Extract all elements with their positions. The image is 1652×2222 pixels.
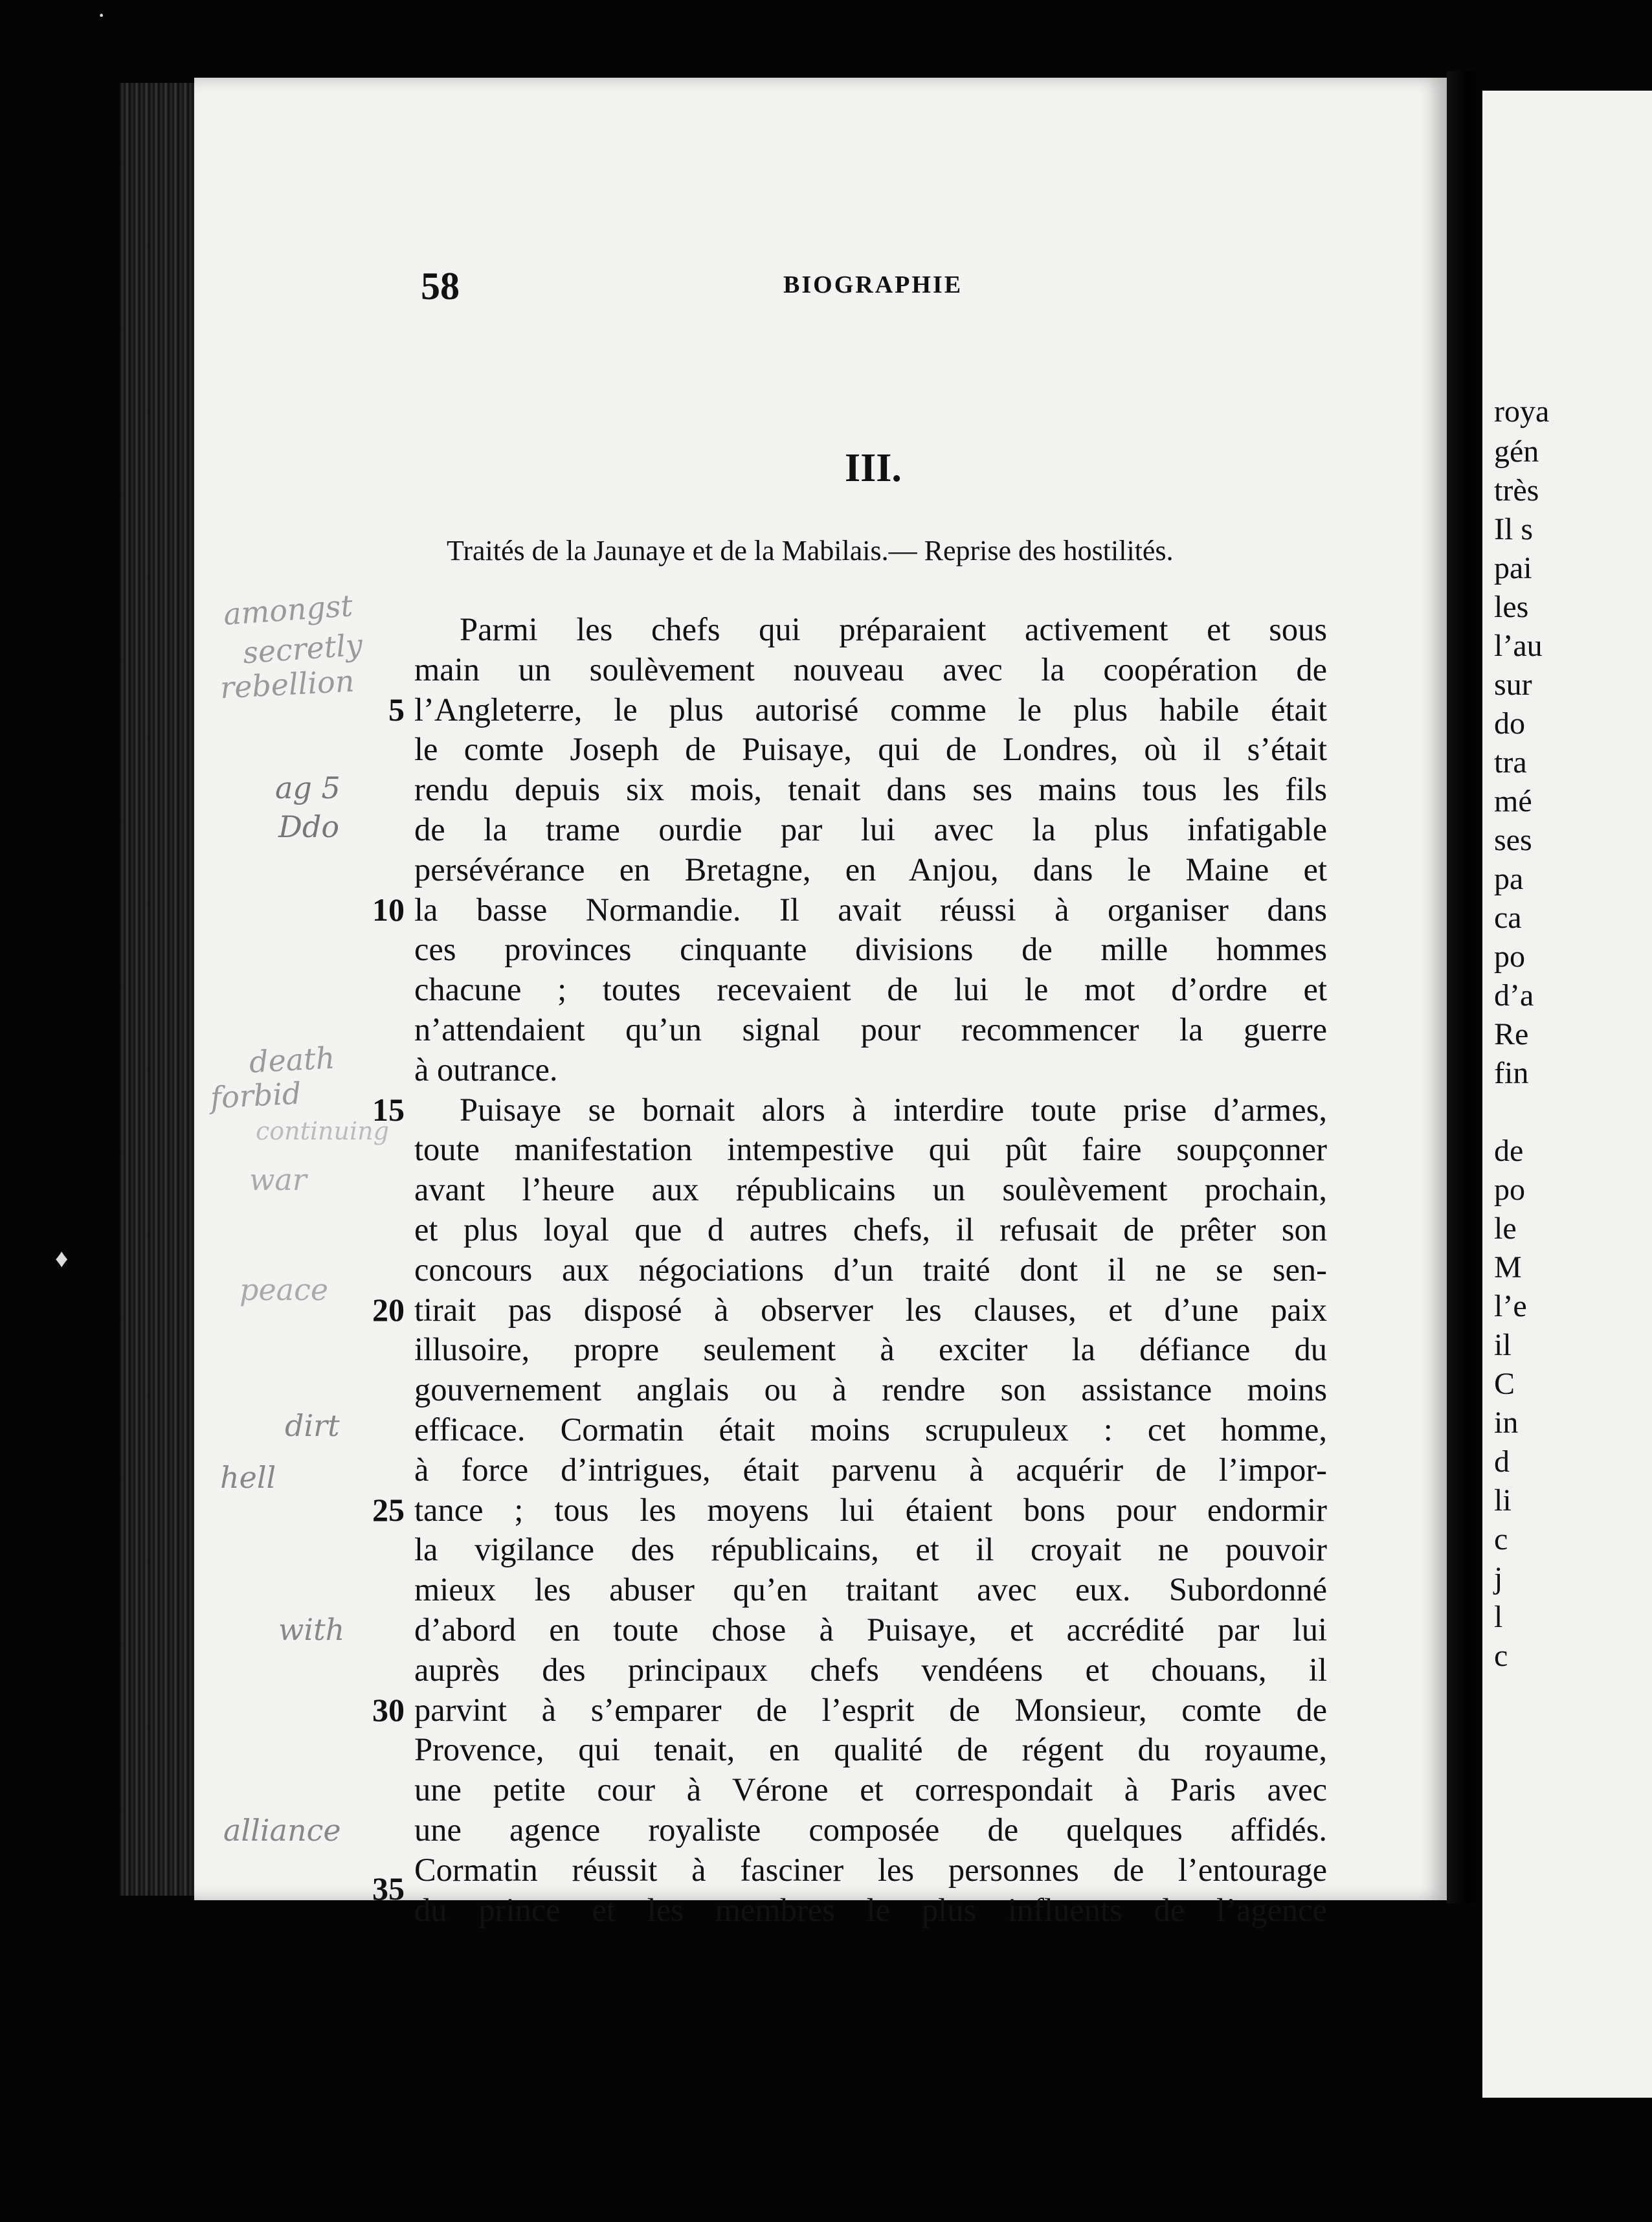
facing-line: Re (1494, 1017, 1529, 1051)
text-line: illusoire, propre seulement à exciter la défiance du (414, 1331, 1327, 1368)
text-line: une agence royaliste composée de quelques affidés. (414, 1811, 1327, 1848)
line-number: 5 (388, 691, 405, 728)
text-line: auprès des principaux chefs vendéens et chouans, il (414, 1651, 1327, 1688)
facing-line: pa (1494, 862, 1524, 896)
margin-annotation: with (278, 1612, 345, 1647)
text-line: de la trame ourdie par lui avec la plus infatigable (414, 811, 1327, 847)
facing-line: d’a (1494, 978, 1534, 1013)
facing-line: c (1494, 1522, 1508, 1556)
running-head: BIOGRAPHIE (783, 271, 963, 298)
text-line: tirait pas disposé à observer les clauses, et d’une paix (414, 1291, 1327, 1328)
text-line: le comte Joseph de Puisaye, qui de Londres, où il s’était (414, 731, 1327, 768)
facing-line: très (1494, 473, 1539, 508)
text-line: Provence, qui tenait, en qualité de régent du royaume, (414, 1731, 1327, 1768)
facing-line: po (1494, 1173, 1525, 1207)
text-line: à outrance. (414, 1051, 558, 1088)
text-line: toute manifestation intempestive qui pût faire soupçonner (414, 1131, 1327, 1168)
margin-annotation: hell (220, 1460, 276, 1495)
text-line: la vigilance des républicains, et il croyait ne pouvoir (414, 1531, 1327, 1568)
facing-line: do (1494, 706, 1525, 741)
margin-annotation: peace (240, 1272, 329, 1307)
text-line: ces provinces cinquante divisions de mille hommes (414, 931, 1327, 968)
facing-line: Il s (1494, 512, 1533, 546)
text-line: du prince et les membres le plus influents de l’agence (414, 1891, 1327, 1928)
text-line: d’abord en toute chose à Puisaye, et accrédité par lui (414, 1611, 1327, 1648)
facing-line: fin (1494, 1056, 1529, 1090)
scan-speck: · (97, 1, 106, 30)
chapter-number: III. (845, 446, 902, 490)
text-line: à force d’intrigues, était parvenu à acquérir de l’impor- (414, 1451, 1327, 1488)
body-text (414, 610, 1327, 1930)
page-gutter (1447, 71, 1482, 1903)
text-line: Puisaye se bornait alors à interdire toute prise d’armes, (460, 1091, 1327, 1128)
facing-line: d (1494, 1444, 1510, 1479)
line-number: 20 (372, 1292, 405, 1328)
facing-line: C (1494, 1367, 1515, 1401)
facing-line: j (1494, 1561, 1503, 1595)
margin-annotation: Ddo (278, 809, 340, 844)
margin-annotation: dirt (285, 1408, 340, 1443)
line-number: 35 (372, 1870, 405, 1907)
text-line: Cormatin réussit à fasciner les personnes de l’entourage (414, 1851, 1327, 1888)
margin-annotation: forbid (209, 1075, 302, 1116)
text-line: rendu depuis six mois, tenait dans ses mains tous les fils (414, 771, 1327, 808)
facing-line: roya (1494, 394, 1550, 429)
margin-annotation: secretly (241, 627, 364, 671)
line-number: 10 (372, 892, 405, 928)
text-line: Parmi les chefs qui préparaient activement et sous (460, 611, 1327, 647)
margin-annotation: war (249, 1162, 307, 1197)
facing-line: M (1494, 1250, 1522, 1285)
chapter-title: Traités de la Jaunaye et de la Mabilais.— Reprise des hostilités. (447, 535, 1174, 567)
text-line: avant l’heure aux républicains un soulèvement prochain, (414, 1171, 1327, 1208)
facing-line: ses (1494, 823, 1532, 857)
facing-line: gén (1494, 434, 1539, 469)
facing-line: les (1494, 590, 1529, 624)
margin-annotation: alliance (223, 1813, 341, 1848)
line-number: 15 (372, 1092, 405, 1128)
facing-page-fragment (1482, 91, 1652, 2098)
text-line: main un soulèvement nouveau avec la coopération de (414, 651, 1327, 688)
facing-line: l (1494, 1600, 1503, 1634)
facing-line: po (1494, 939, 1525, 974)
text-line: tance ; tous les moyens lui étaient bons pour endormir (414, 1491, 1327, 1528)
text-line: la basse Normandie. Il avait réussi à organiser dans (414, 891, 1327, 928)
text-line: une petite cour à Vérone et correspondait à Paris avec (414, 1771, 1327, 1808)
facing-line: ca (1494, 901, 1522, 935)
facing-line: li (1494, 1483, 1512, 1518)
facing-line: sur (1494, 668, 1532, 702)
text-line: chacune ; toutes recevaient de lui le mot d’ordre et (414, 971, 1327, 1008)
facing-line: in (1494, 1406, 1519, 1440)
text-line: concours aux négociations d’un traité dont il ne se sen- (414, 1251, 1327, 1288)
margin-annotation: rebellion (219, 663, 355, 706)
facing-line: tra (1494, 745, 1527, 780)
facing-line: pai (1494, 551, 1532, 585)
facing-line: le (1494, 1211, 1517, 1246)
facing-line: l’au (1494, 629, 1543, 663)
text-line: mieux les abuser qu’en traitant avec eux. Subordonné (414, 1571, 1327, 1608)
text-line: efficace. Cormatin était moins scrupuleux : cet homme, (414, 1411, 1327, 1448)
text-line: gouvernement anglais ou à rendre son assistance moins (414, 1371, 1327, 1408)
margin-annotation: amongst (222, 588, 354, 632)
facing-line: de (1494, 1134, 1524, 1168)
line-number: 30 (372, 1692, 405, 1728)
page-number: 58 (421, 265, 460, 308)
facing-line: mé (1494, 784, 1532, 818)
margin-annotation: continuing (256, 1117, 389, 1145)
text-line: persévérance en Bretagne, en Anjou, dans le Maine et (414, 851, 1327, 888)
facing-line: c (1494, 1639, 1508, 1673)
line-number: 25 (372, 1492, 405, 1528)
facing-line: il (1494, 1328, 1512, 1362)
scan-speck: ♦ (55, 1244, 69, 1273)
text-line: parvint à s’emparer de l’esprit de Monsieur, comte de (414, 1691, 1327, 1728)
facing-line: l’e (1494, 1289, 1527, 1323)
book-page-edges (120, 83, 194, 1896)
text-line: et plus loyal que d autres chefs, il refusait de prêter son (414, 1211, 1327, 1248)
text-line: l’Angleterre, le plus autorisé comme le plus habile était (414, 691, 1327, 728)
text-line: n’attendaient qu’un signal pour recommencer la guerre (414, 1011, 1327, 1048)
margin-annotation: ag 5 (275, 770, 340, 805)
margin-annotation: death (248, 1040, 336, 1080)
